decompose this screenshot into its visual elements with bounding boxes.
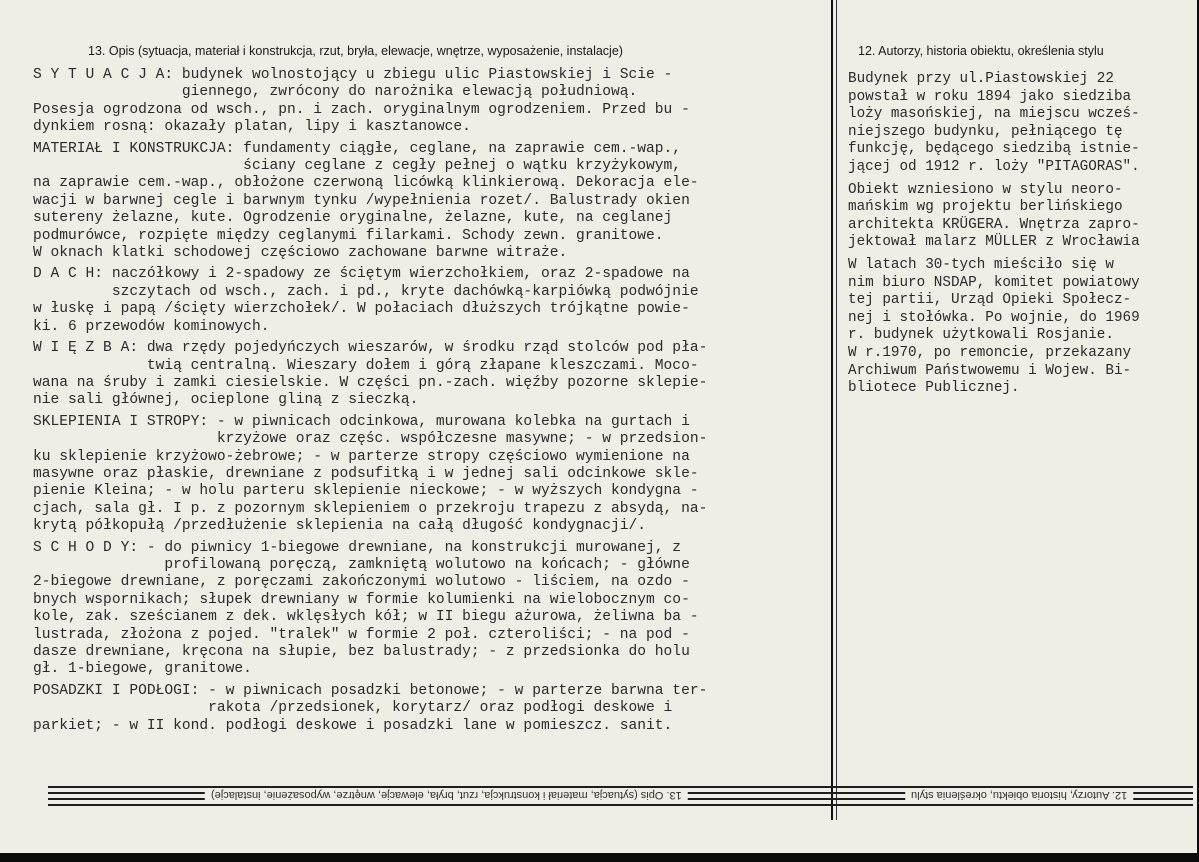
text-line: jącej od 1912 r. loży "PITAGORAS". (848, 158, 1140, 175)
text-line: architekta KRÜGERA. Wnętrza zapro- (848, 216, 1140, 233)
text-line: SKLEPIENIA I STROPY: - w piwnicach odcinkowa, murowana kolebka na gurtach i (33, 413, 690, 430)
text-line: giennego, zwrócony do narożnika elewacją południową. (33, 84, 638, 101)
text-line: profilowaną poręczą, zamkniętą wolutowo na końcach; - główne (33, 556, 690, 573)
text-line: ki. 6 przewodów kominowych. (33, 318, 270, 335)
text-line: twią centralną. Wieszary dołem i górą złapane kleszczami. Moco- (33, 357, 699, 374)
text-line: MATERIAŁ I KONSTRUKCJA: fundamenty ciągłe, ceglane, na zaprawie cem.-wap., (33, 140, 682, 157)
text-line: funkcję, będącego siedzibą istnie- (848, 141, 1140, 158)
paragraph (33, 67, 828, 137)
text-line: POSADZKI I PODŁOGI: - w piwnicach posadzki betonowe; - w parterze barwna ter- (33, 682, 708, 699)
text-line: szczytach od wsch., zach. i pd., kryte dachówką-karpiówką podwójnie (33, 283, 699, 300)
text-line: D A C H: naczółkowy i 2-spadowy ze ściętym wierzchołkiem, oraz 2-spadowe na (33, 266, 690, 283)
text-line: lustrada, złożona z poјed. "tralek" w formie 2 poł. czteroliści; - na pod - (33, 626, 690, 643)
text-line: pienie Kleina; - w holu parteru sklepienie nieckowe; - w wyższych kondygna - (33, 483, 699, 500)
text-line: krytą półkopułą /przedłużenie sklepienia na całą długość kondygnacji/. (33, 518, 647, 535)
paragraph (848, 71, 1193, 177)
paragraph (33, 340, 828, 410)
text-line: dynkiem rosną: okazały platan, lipy i kasztanowce. (33, 119, 471, 136)
text-line: Posesja ogrodzona od wsch., pn. i zach. oryginalnym ogrodzeniem. Przed bu - (33, 101, 690, 118)
paragraph (848, 257, 1193, 398)
text-line: W r.1970, po remoncie, przekazany (848, 344, 1132, 361)
description-text (33, 67, 828, 735)
paragraph (848, 182, 1193, 252)
text-line: nim biuro NSDAP, komitet powiatowy (848, 274, 1140, 291)
text-line: parkiet; - w II kond. podłogi deskowe i posadzki lane w pomieszcz. sanit. (33, 717, 673, 734)
text-line: bliotece Publicznej. (848, 380, 1020, 397)
text-line: masywne oraz płaskie, drewniane z podsufitką i w jednej sali odcinkowe skle- (33, 465, 699, 482)
text-line: bnych wspornikach; słupek drewniany w formie kolumienki na wielobocznym co- (33, 591, 690, 608)
text-line: gł. 1-biegowe, granitowe. (33, 661, 252, 678)
text-line: S C H O D Y: - do piwnicy 1-biegowe drewniane, na konstrukcji murowanej, z (33, 539, 682, 556)
column-divider-inner (836, 0, 837, 820)
text-line: W oknach klatki schodowej częściowo zachowane barwne witraże. (33, 245, 568, 262)
text-line: r. budynek użytkowali Rosjanie. (848, 327, 1114, 344)
text-line: 2-biegowe drewniane, z poręczami zakończonymi wolutowo - liściem, na ozdo - (33, 574, 690, 591)
text-line: niejszego budynku, pełniącego tę (848, 123, 1123, 140)
text-line: mańskim wg projektu berlińskiego (848, 199, 1123, 216)
text-line: S Y T U A C J A: budynek wolnostojący u zbiegu ulic Piastowskiej i Scie - (33, 67, 673, 83)
text-line: nie sali głównej, ocieplone gliną z sieczką. (33, 392, 419, 409)
text-line: powstał w roku 1894 jako siedziba (848, 88, 1132, 105)
column-divider (831, 0, 833, 820)
text-line: rakota /przedsionek, korytarz/ oraz podłogi deskowe i (33, 700, 673, 717)
text-line: Archiwum Państwowemu i Wojew. Bi- (848, 362, 1132, 379)
text-line: w łuskę i papą /ścięty wierzchołek/. W połaciach dłuższych trójkątne powie- (33, 301, 690, 318)
text-line: loży masońskiej, na miejscu wcześ- (848, 106, 1140, 123)
text-line: jektował malarz MÜLLER z Wrocławia (848, 234, 1140, 251)
text-line: dasze drewniane, kręcona na słupie, bez balustrady; - z przedsionka do holu (33, 644, 690, 660)
text-line: na zaprawie cem.-wap., obłożone czerwoną licówką klinkierową. Dekoracja ele- (33, 175, 699, 192)
paragraph (33, 414, 828, 536)
text-line: wacji w barwnej cegle i barwnym tynku /wypełnienia rozet/. Balustrady okien (33, 192, 690, 209)
text-line: Obiekt wzniesiono w stylu neoro- (848, 181, 1123, 198)
history-heading: 12. Autorzy, historia obiektu, określenia stylu (858, 44, 1104, 58)
paragraph (33, 540, 828, 679)
paragraph (33, 266, 828, 336)
text-line: ku sklepienie krzyżowo-żebrowe; - w parterze stropy częściowo wymienione na (33, 448, 690, 465)
text-line: kole, zak. sześcianem z dek. wklęsłych kół; w II biegu ażurowa, żeliwna ba - (33, 609, 699, 626)
paragraph (33, 141, 828, 263)
text-line: W latach 30-tych mieściło się w (848, 256, 1114, 273)
history-text (848, 71, 1193, 398)
text-line: W I Ę Z B A: dwa rzędy pojedyńczych wieszarów, w środku rząd stolców pod pła- (33, 340, 708, 357)
footer-mirrored-heading-right: 12. Autorzy, historia obiektu, określenia stylu (905, 789, 1133, 801)
text-line: nej i stołówka. Po wojnie, do 1969 (848, 309, 1140, 326)
description-heading: 13. Opis (sytuacja, materiał i konstrukcja, rzut, bryła, elewacje, wnętrze, wyposażenie, instalacje) (88, 44, 623, 58)
text-line: tej partii, Urząd Opieki Społecz- (848, 292, 1132, 309)
text-line: sutereny żelazne, kute. Ogrodzenie oryginalne, żelazne, kute, na ceglanej (33, 210, 673, 227)
paragraph (33, 683, 828, 735)
text-line: podmurówce, rozpięte między ceglanymi filarkami. Schody zewn. granitowe. (33, 227, 664, 244)
footer-mirrored-heading-left: 13. Opis (sytuacja, materiał i konstrukcja, rzut, bryła, elewacje, wnętrze, wyposażenie, instalacje) (205, 789, 688, 801)
text-line: cjach, sala gł. I p. z pozornym sklepieniem o przekroju trapezu z absydą, na- (33, 500, 708, 517)
text-line: ściany ceglane z cegły pełnej o wątku krzyżykowym, (33, 158, 682, 175)
text-line: wana na śruby i zamki ciesielskie. W części pn.-zach. więźby pozorne sklepie- (33, 374, 708, 391)
text-line: Budynek przy ul.Piastowskiej 22 (848, 71, 1114, 87)
text-line: krzyżowe oraz częśc. współczesne masywne; - w przedsion- (33, 431, 708, 448)
